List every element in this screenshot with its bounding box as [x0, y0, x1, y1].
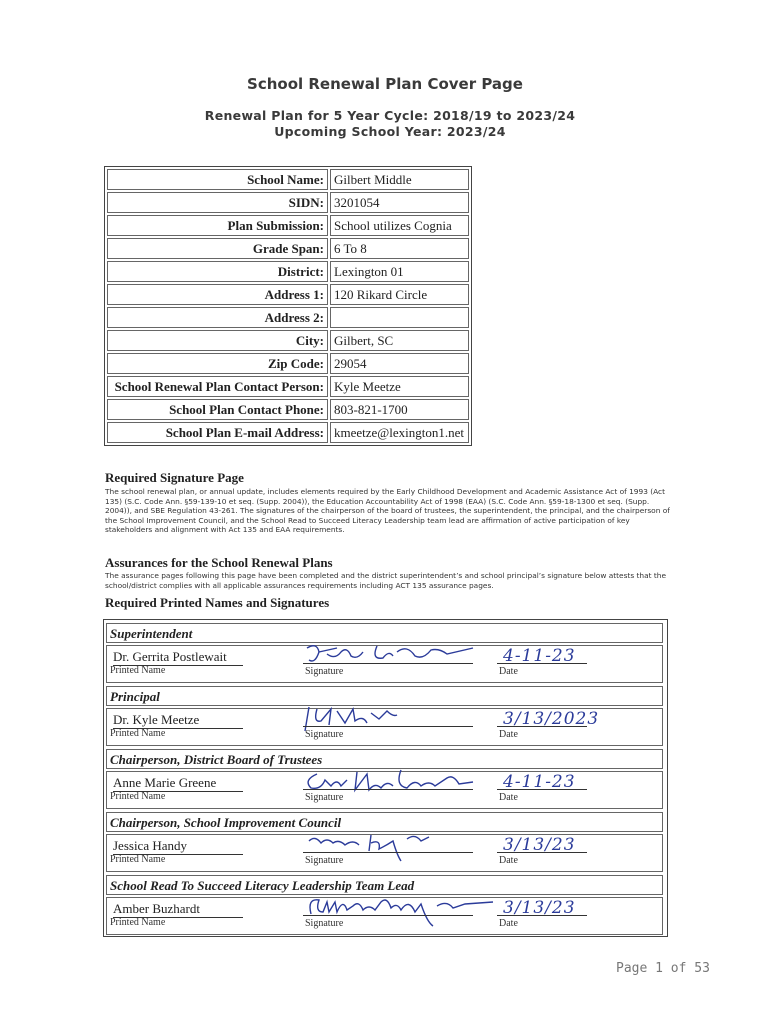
- signer-row-principal: [106, 708, 663, 746]
- printed-name-label: Printed Name: [110, 854, 166, 865]
- table-row: [107, 307, 469, 328]
- field-label: SIDN:: [107, 192, 328, 213]
- signature-label: Signature: [305, 792, 344, 803]
- printed-name: Amber Buzhardt: [113, 901, 243, 918]
- field-value: Kyle Meetze: [330, 376, 469, 397]
- table-row: [107, 215, 469, 236]
- field-label: City:: [107, 330, 328, 351]
- date-label: Date: [499, 666, 518, 677]
- role-heading: Chairperson, School Improvement Council: [106, 812, 663, 832]
- date-label: Date: [499, 918, 518, 929]
- role-heading: Principal: [106, 686, 663, 706]
- table-row: [107, 192, 469, 213]
- page-title: School Renewal Plan Cover Page: [247, 75, 523, 93]
- field-value: 6 To 8: [330, 238, 469, 259]
- field-label: School Renewal Plan Contact Person:: [107, 376, 328, 397]
- printed-name-label: Printed Name: [110, 791, 166, 802]
- signed-date: 3/13/23: [503, 835, 576, 855]
- table-row: [107, 261, 469, 282]
- signer-row-board-chair: [106, 771, 663, 809]
- printed-name: Jessica Handy: [113, 838, 243, 855]
- table-row: [107, 422, 469, 443]
- signer-row-literacy-lead: [106, 897, 663, 935]
- table-row: [107, 353, 469, 374]
- field-value: Gilbert, SC: [330, 330, 469, 351]
- field-value: 3201054: [330, 192, 469, 213]
- table-row: [107, 284, 469, 305]
- required-signature-text: The school renewal plan, or annual update, includes elements required by the Early Childhood Development and Academic Assistance Act of 1993 (Act 135) (S.C. Code Ann. §59-139-10 et seq. (Supp. 2004)), the Education Accountability Act of 1998 (EAA) (S.C. Code Ann. §59-18-1300 et seq. (Supp. 2004)), and SBE Regulation 43-261. The signatures of the chairperson of the board of trustees, the superintendent, the principal, and the chairperson of the School Improvement Council, and the School Read to Succeed Literacy Leadership team lead are affirmation of active participation of key stakeholders and alignment with Act 135 and EAA requirements.: [105, 487, 670, 535]
- date-label: Date: [499, 855, 518, 866]
- signed-date: 3/13/2023: [503, 709, 600, 729]
- page-number: Page 1 of 53: [616, 961, 710, 976]
- field-value: School utilizes Cognia: [330, 215, 469, 236]
- printed-name: Dr. Gerrita Postlewait: [113, 649, 243, 666]
- signature-line: [303, 663, 473, 664]
- field-label: Grade Span:: [107, 238, 328, 259]
- signature-line: [303, 726, 473, 727]
- field-label: Zip Code:: [107, 353, 328, 374]
- field-value: Gilbert Middle: [330, 169, 469, 190]
- field-value: 803-821-1700: [330, 399, 469, 420]
- field-label: Address 2:: [107, 307, 328, 328]
- field-value: Lexington 01: [330, 261, 469, 282]
- printed-name: Anne Marie Greene: [113, 775, 243, 792]
- printed-name: Dr. Kyle Meetze: [113, 712, 243, 729]
- role-heading: Chairperson, District Board of Trustees: [106, 749, 663, 769]
- signature-line: [303, 915, 473, 916]
- signer-row-sic-chair: [106, 834, 663, 872]
- school-info-table: [104, 166, 472, 446]
- field-value: 120 Rikard Circle: [330, 284, 469, 305]
- signature-box: [103, 619, 668, 937]
- signature-label: Signature: [305, 729, 344, 740]
- field-label: School Plan E-mail Address:: [107, 422, 328, 443]
- printed-name-label: Printed Name: [110, 728, 166, 739]
- renewal-cycle-subtitle: Renewal Plan for 5 Year Cycle: 2018/19 to 2023/24: [204, 108, 576, 123]
- assurances-text: The assurance pages following this page have been completed and the district superintendent’s and school principal’s signature below attests that the school/district complies with all applicable assurances requirements including ACT 135 assurance pages.: [105, 571, 667, 590]
- date-label: Date: [499, 729, 518, 740]
- signature-label: Signature: [305, 855, 344, 866]
- printed-names-heading: Required Printed Names and Signatures: [105, 595, 330, 610]
- signature-label: Signature: [305, 666, 344, 677]
- table-row: [107, 330, 469, 351]
- signed-date: 4-11-23: [503, 772, 576, 792]
- signed-date: 4-11-23: [503, 646, 576, 666]
- school-year-subtitle: Upcoming School Year: 2023/24: [274, 124, 506, 139]
- field-label: School Name:: [107, 169, 328, 190]
- signed-date: 3/13/23: [503, 898, 576, 918]
- table-row: [107, 169, 469, 190]
- role-heading: School Read To Succeed Literacy Leadership Team Lead: [106, 875, 663, 895]
- table-row: [107, 238, 469, 259]
- printed-name-label: Printed Name: [110, 665, 166, 676]
- table-row: [107, 376, 469, 397]
- required-signature-heading: Required Signature Page: [105, 470, 244, 485]
- signature-line: [303, 852, 473, 853]
- field-label: Plan Submission:: [107, 215, 328, 236]
- field-value: [330, 307, 469, 328]
- date-label: Date: [499, 792, 518, 803]
- field-label: Address 1:: [107, 284, 328, 305]
- role-heading: Superintendent: [106, 623, 663, 643]
- signer-row-superintendent: [106, 645, 663, 683]
- signature-line: [303, 789, 473, 790]
- field-value: 29054: [330, 353, 469, 374]
- field-label: School Plan Contact Phone:: [107, 399, 328, 420]
- field-label: District:: [107, 261, 328, 282]
- field-value: kmeetze@lexington1.net: [330, 422, 469, 443]
- assurances-heading: Assurances for the School Renewal Plans: [105, 555, 333, 570]
- table-row: [107, 399, 469, 420]
- printed-name-label: Printed Name: [110, 917, 166, 928]
- signature-label: Signature: [305, 918, 344, 929]
